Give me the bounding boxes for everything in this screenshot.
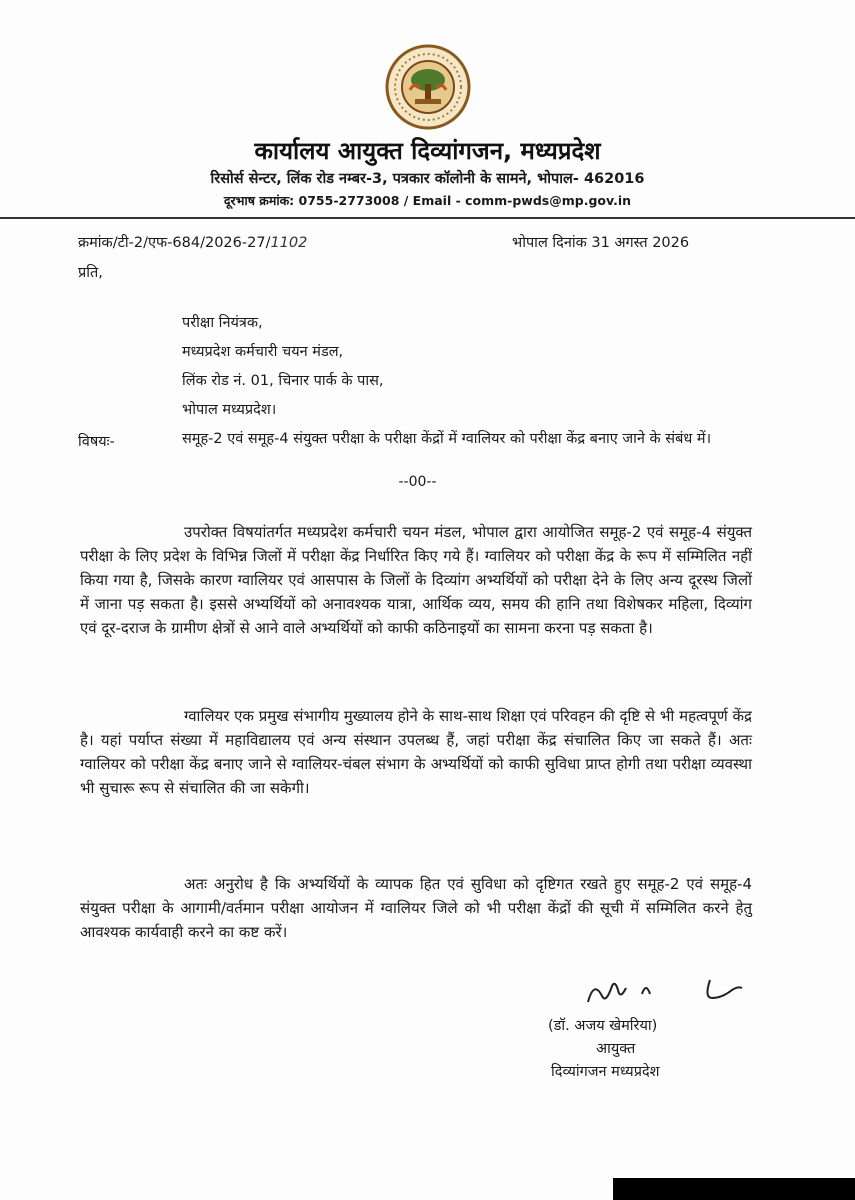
reference-number-text: क्रमांक/टी-2/एफ-684/2026-27/ (78, 235, 271, 251)
addressee-line: मध्यप्रदेश कर्मचारी चयन मंडल, (182, 344, 344, 360)
to-label: प्रति, (78, 265, 103, 281)
letter-date: भोपाल दिनांक 31 अगस्त 2026 (512, 235, 690, 251)
body-paragraph: उपरोक्त विषयांतर्गत मध्यप्रदेश कर्मचारी चयन मंडल, भोपाल द्वारा आयोजित समूह-2 एवं समूह-4 संयुक्त परीक्षा के लिए प्रदेश के विभिन्न जिलों में परीक्षा केंद्र निर्धारित किए गये हैं। ग्वालियर को परीक्षा केंद्र के रूप में सम्मिलित नहीं किया गया है, जिसके कारण ग्वालियर एवं आसपास के जिलों के दिव्यांग अभ्यर्थियों को परीक्षा देने के लिए अन्य दूरस्थ जिलों में जाना पड़ सकता है। इससे अभ्यर्थियों को अनावश्यक यात्रा, आर्थिक व्यय, समय की हानि तथा विशेषकर महिला, दिव्यांग एवं दूर-दराज के ग्रामीण क्षेत्रों से आने वाले अभ्यर्थियों को काफी कठिनाइयों का सामना करना पड़ सकता है। (80, 523, 752, 637)
office-title: कार्यालय आयुक्त दिव्यांगजन, मध्यप्रदेश (254, 137, 601, 165)
handwritten-reference-number: 1102 (270, 235, 308, 251)
addressee-line: लिंक रोड नं. 01, चिनार पार्क के पास, (182, 373, 384, 389)
signatory-designation: आयुक्त (596, 1041, 636, 1057)
letterhead-divider (0, 217, 855, 219)
office-contact: दूरभाष क्रमांक: 0755-2773008 / Email - comm-pwds@mp.gov.in (223, 193, 632, 208)
body-paragraph: ग्वालियर एक प्रमुख संभागीय मुख्यालय होने के साथ-साथ शिक्षा एवं परिवहन की दृष्टि से भी महत्वपूर्ण केंद्र है। यहां पर्याप्त संख्या में महाविद्यालय एवं अन्य संस्थान उपलब्ध हैं, जहां परीक्षा केंद्र संचालित किए जा सकते हैं। अतः ग्वालियर को परीक्षा केंद्र बनाए जाने से ग्वालियर-चंबल संभाग के अभ्यर्थियों को काफी सुविधा प्राप्त होगी तथा परीक्षा व्यवस्था भी सुचारू रूप से संचालित की जा सकेगी। (80, 707, 752, 797)
signatory-office: दिव्यांगजन मध्यप्रदेश (551, 1064, 660, 1080)
reference-number (78, 232, 307, 252)
separator: --00-- (398, 474, 437, 490)
mp-government-emblem-icon (385, 44, 471, 130)
scan-corner-shadow (613, 1178, 855, 1200)
subject-text: समूह-2 एवं समूह-4 संयुक्त परीक्षा के परीक्षा केंद्रों में ग्वालियर को परीक्षा केंद्र बनाए जाने के संबंध में। (182, 431, 712, 447)
signatory-name: (डॉ. अजय खेमरिया) (548, 1018, 658, 1034)
office-address: रिसोर्स सेन्टर, लिंक रोड नम्बर-3, पत्रकार कॉलोनी के सामने, भोपाल- 462016 (210, 171, 645, 187)
addressee-line: भोपाल मध्यप्रदेश। (182, 402, 277, 418)
body-paragraph: अतः अनुरोध है कि अभ्यर्थियों के व्यापक हित एवं सुविधा को दृष्टिगत रखते हुए समूह-2 एवं समूह-4 संयुक्त परीक्षा के आगामी/वर्तमान परीक्षा आयोजन में ग्वालियर जिले को भी परीक्षा केंद्रों की सूची में सम्मिलित करने हेतु आवश्यक कार्यवाही करने का कष्ट करें। (80, 875, 752, 941)
addressee-line: परीक्षा नियंत्रक, (182, 315, 263, 331)
subject-label: विषयः- (78, 434, 115, 450)
